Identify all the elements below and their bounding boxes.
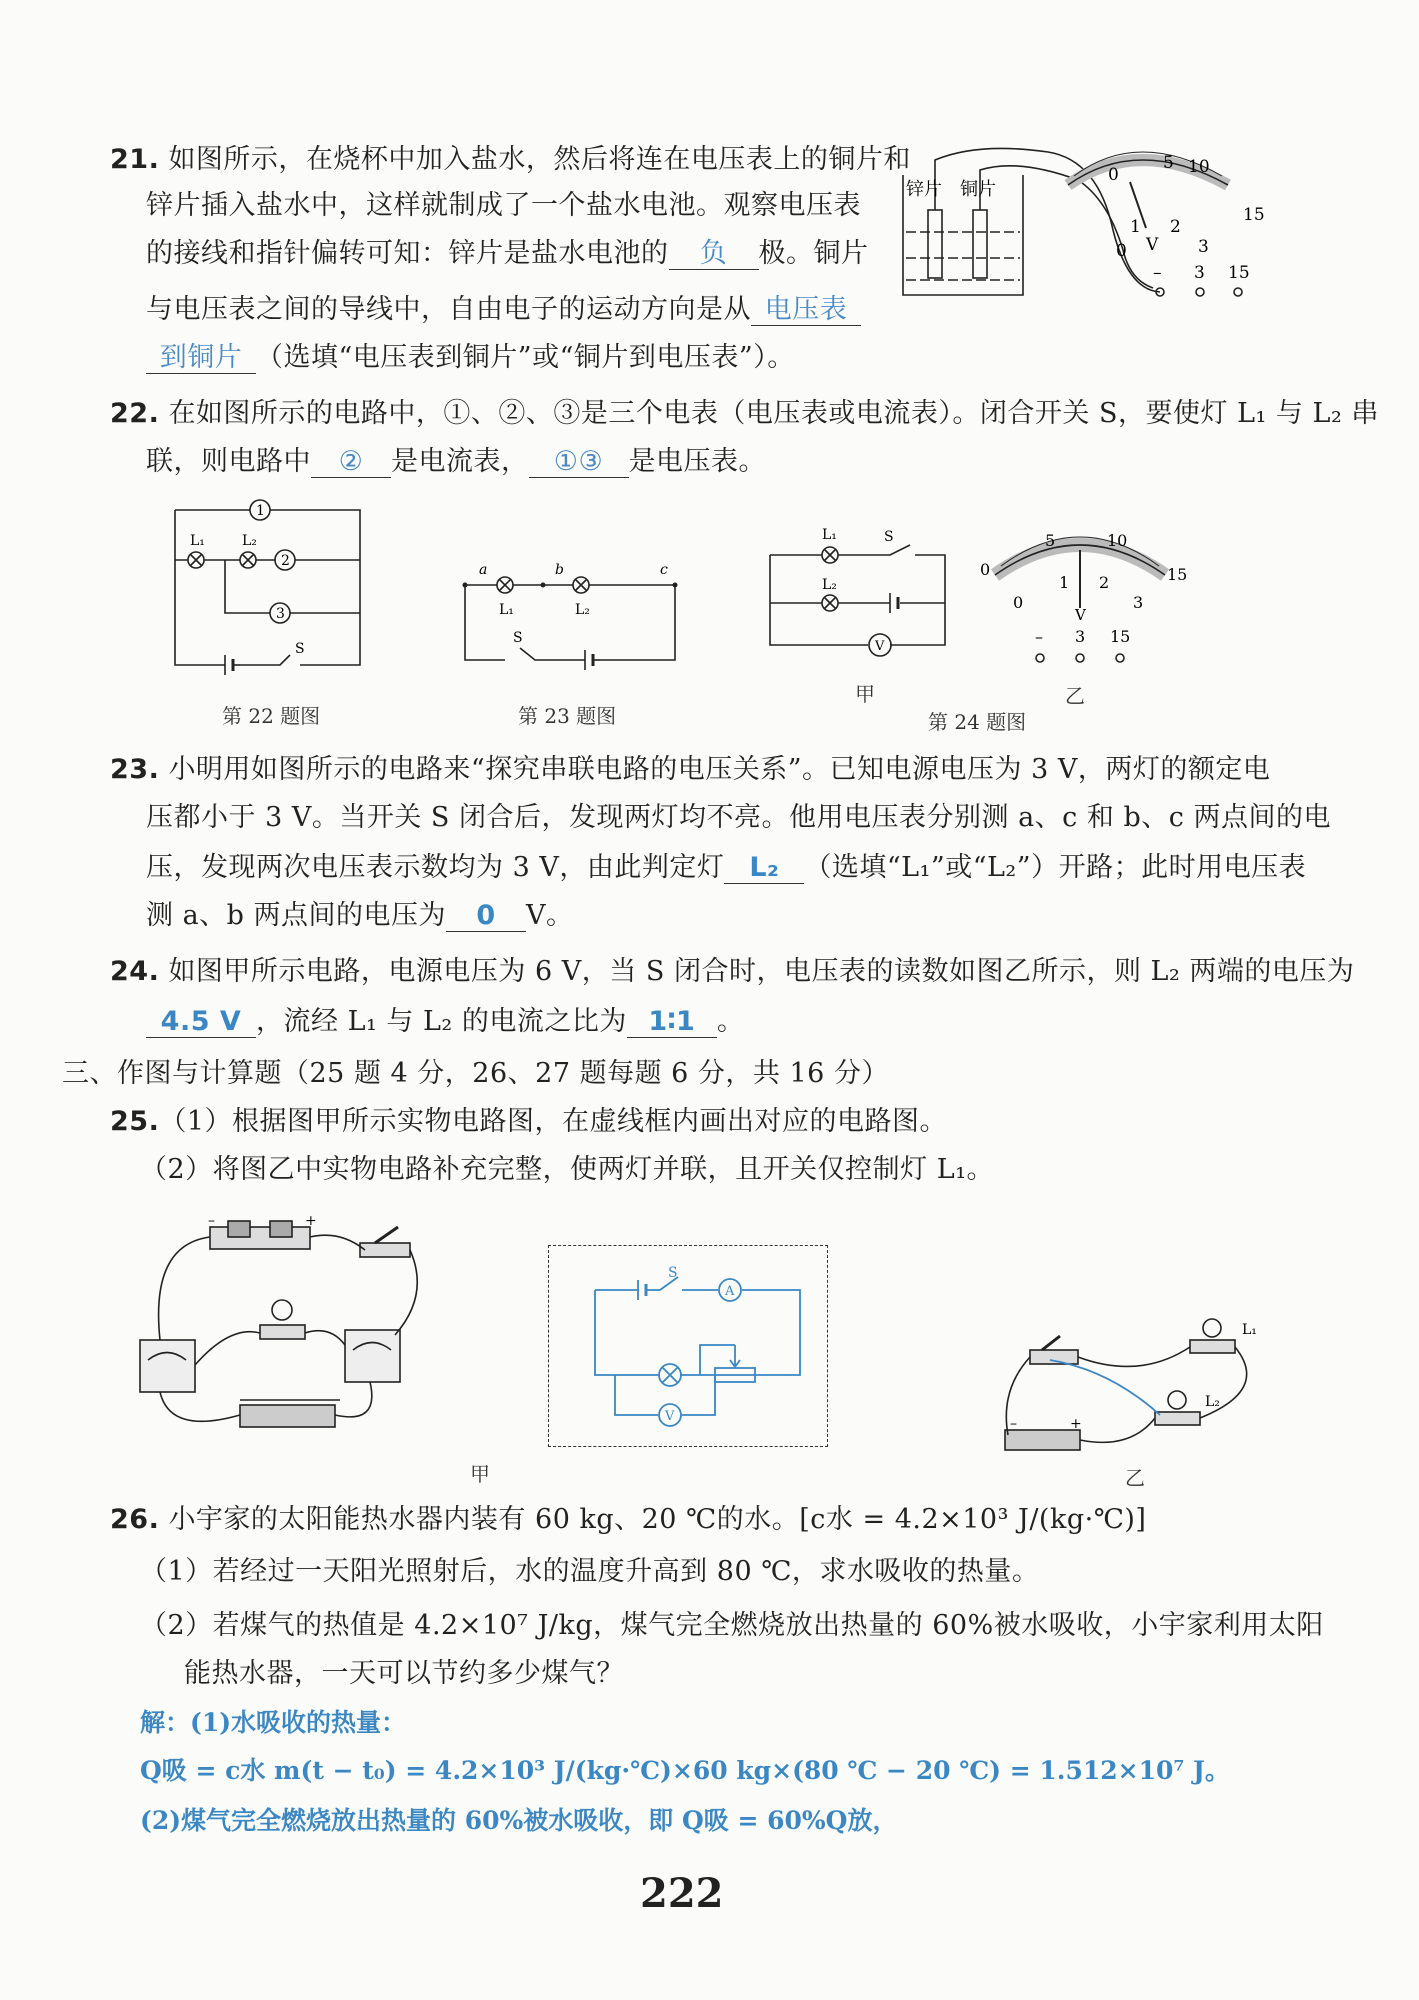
svg-text:A: A — [725, 1284, 735, 1299]
copper-label: 铜片 — [960, 179, 996, 200]
svg-text:15: 15 — [1167, 565, 1188, 584]
svg-text:+: + — [305, 1213, 317, 1229]
q21-line1: 21. 如图所示，在烧杯中加入盐水，然后将连在电压表上的铜片和 — [110, 144, 911, 175]
fig23-caption: 第 23 题图 — [518, 704, 617, 728]
svg-text:L₂: L₂ — [575, 602, 590, 618]
svg-text:–: – — [1035, 627, 1043, 646]
svg-text:c: c — [660, 562, 668, 578]
svg-text:10: 10 — [1107, 531, 1128, 550]
q25-number: 25. — [110, 1106, 160, 1137]
svg-text:0: 0 — [1013, 593, 1024, 612]
q23-line1: 23. 小明用如图所示的电路来“探究串联电路的电压关系”。已知电源电压为 3 V，两灯的额定电 — [110, 754, 1271, 785]
q24-line1: 24. 如图甲所示电路，电源电压为 6 V，当 S 闭合时，电压表的读数如图乙所示，则 L₂ 两端的电压为 — [110, 956, 1355, 987]
q21-line2: 锌片插入盐水中，这样就制成了一个盐水电池。观察电压表 — [146, 190, 861, 221]
svg-text:a: a — [479, 562, 488, 578]
q23-line4: 测 a、b 两点间的电压为 0 V。 — [146, 900, 574, 931]
fig24-caption: 第 24 题图 — [928, 710, 1027, 734]
svg-text:15: 15 — [1110, 627, 1131, 646]
q24-answer2: 1∶1 — [627, 1007, 717, 1038]
svg-text:L₂: L₂ — [242, 533, 257, 549]
q25-line2: （2）将图乙中实物电路补充完整，使两灯并联，且开关仅控制灯 L₁。 — [140, 1154, 995, 1185]
svg-text:3: 3 — [1075, 627, 1086, 646]
q26-part2b: 能热水器，一天可以节约多少煤气？ — [184, 1658, 624, 1689]
zinc-label: 锌片 — [906, 179, 942, 200]
q22-line2: 联，则电路中 ② 是电流表， ①③ 是电压表。 — [146, 446, 766, 477]
q24-number: 24. — [110, 956, 160, 987]
svg-text:V: V — [875, 639, 885, 654]
svg-text:1: 1 — [1130, 217, 1141, 237]
section3-heading: 三、作图与计算题（25 题 4 分，26、27 题每题 6 分，共 16 分） — [62, 1058, 889, 1089]
q23-answer1: L₂ — [724, 853, 804, 884]
svg-text:–: – — [1010, 1416, 1017, 1432]
q26-line1: 26. 小宇家的太阳能热水器内装有 60 kg、20 ℃的水。[c水 = 4.2×10³ J/(kg·℃)] — [110, 1504, 1147, 1535]
q23-line2: 压都小于 3 V。当开关 S 闭合后，发现两灯均不亮。他用电压表分别测 a、c 和 b、c 两点间的电 — [146, 802, 1331, 833]
q21-line4: 与电压表之间的导线中，自由电子的运动方向是从 电压表 — [146, 292, 861, 328]
q26-solution-line2: Q吸 = c水 m(t − t₀) = 4.2×10³ J/(kg·℃)×60 kg×(80 ℃ − 20 ℃) = 1.512×10⁷ J。 — [140, 1756, 1230, 1785]
q25-line1: 25.（1）根据图甲所示实物电路图，在虚线框内画出对应的电路图。 — [110, 1106, 948, 1137]
svg-text:5: 5 — [1163, 153, 1174, 173]
fig24-yi-label: 乙 — [1065, 684, 1085, 708]
svg-text:5: 5 — [1045, 531, 1056, 550]
q24-answer1: 4.5 V — [146, 1007, 256, 1038]
svg-text:3: 3 — [276, 606, 285, 622]
q21-line5: 到铜片 （选填“电压表到铜片”或“铜片到电压表”）。 — [146, 340, 795, 376]
q26-part1: （1）若经过一天阳光照射后，水的温度升高到 80 ℃，求水吸收的热量。 — [140, 1556, 1040, 1587]
q21-answer2b: 到铜片 — [146, 343, 256, 374]
q21-answer1: 负 — [669, 239, 759, 270]
q21-figure — [898, 140, 1278, 310]
fig24-jia-label: 甲 — [855, 682, 875, 706]
svg-text:L₁: L₁ — [499, 602, 514, 618]
q26-part2a: （2）若煤气的热值是 4.2×10⁷ J/kg，煤气完全燃烧放出热量的 60%被水吸收，小宇家利用太阳 — [140, 1610, 1324, 1641]
fig22-caption: 第 22 题图 — [222, 704, 321, 728]
svg-text:V: V — [665, 1409, 675, 1424]
q22-answer1: ② — [311, 447, 391, 478]
svg-text:S: S — [884, 529, 894, 545]
svg-text:S: S — [513, 630, 523, 646]
svg-text:3: 3 — [1194, 263, 1205, 283]
svg-text:1: 1 — [256, 503, 265, 519]
svg-text:2: 2 — [1170, 217, 1181, 237]
q25-jia-label: 甲 — [470, 1462, 490, 1486]
svg-text:0: 0 — [980, 560, 991, 579]
svg-text:2: 2 — [1099, 573, 1110, 592]
q22-line1: 22. 在如图所示的电路中，①、②、③是三个电表（电压表或电流表）。闭合开关 S，要使灯 L₁ 与 L₂ 串 — [110, 398, 1379, 429]
svg-text:S: S — [295, 641, 305, 657]
svg-text:1: 1 — [1059, 573, 1070, 592]
fig24-jia-circuit — [760, 515, 960, 665]
fig24-yi-meter — [975, 520, 1188, 670]
q26-solution-line1: 解：(1)水吸收的热量： — [140, 1708, 407, 1737]
svg-text:L₂: L₂ — [1205, 1394, 1220, 1410]
svg-text:b: b — [555, 562, 564, 578]
q23-number: 23. — [110, 754, 160, 785]
q23-line3: 压，发现两次电压表示数均为 3 V，由此判定灯 L₂ （选填“L₁”或“L₂”）开路；此时用电压表 — [146, 852, 1307, 883]
q23-answer2: 0 — [446, 901, 526, 932]
svg-text:L₂: L₂ — [822, 577, 837, 593]
q24-line2: 4.5 V ，流经 L₁ 与 L₂ 的电流之比为 1∶1 。 — [146, 1004, 744, 1040]
svg-text:0: 0 — [1108, 165, 1119, 185]
svg-text:3: 3 — [1198, 237, 1209, 257]
svg-text:L₁: L₁ — [1242, 1322, 1257, 1338]
q22-number: 22. — [110, 398, 160, 429]
q25-yi-label: 乙 — [1125, 1466, 1145, 1490]
svg-text:2: 2 — [281, 553, 290, 569]
svg-text:3: 3 — [1133, 593, 1144, 612]
q26-solution-line3: (2)煤气完全燃烧放出热量的 60%被水吸收，即 Q吸 = 60%Q放， — [140, 1806, 898, 1835]
q25-yi-figure — [990, 1310, 1280, 1465]
q21-answer2a: 电压表 — [751, 295, 861, 326]
q21-number: 21. — [110, 144, 160, 175]
q21-line3: 的接线和指针偏转可知：锌片是盐水电池的 负 极。铜片 — [146, 238, 869, 269]
svg-text:–: – — [1153, 263, 1162, 283]
svg-text:V: V — [1146, 235, 1159, 255]
svg-text:L₁: L₁ — [190, 533, 205, 549]
svg-text:10: 10 — [1188, 157, 1210, 177]
svg-text:+: + — [1070, 1416, 1082, 1432]
q25-jia-figure — [130, 1215, 440, 1455]
svg-text:V: V — [1075, 606, 1086, 624]
svg-text:L₁: L₁ — [822, 527, 837, 543]
fig23-circuit — [455, 550, 705, 680]
svg-text:15: 15 — [1243, 205, 1265, 225]
q22-answer2: ①③ — [529, 447, 629, 478]
q25-answer-schematic — [590, 1265, 810, 1435]
svg-text:0: 0 — [1116, 241, 1127, 261]
svg-text:S: S — [668, 1265, 678, 1281]
q26-number: 26. — [110, 1504, 160, 1535]
fig22-circuit — [160, 495, 400, 675]
svg-text:15: 15 — [1228, 263, 1250, 283]
page-number: 222 — [640, 1870, 724, 1917]
svg-text:–: – — [208, 1213, 215, 1229]
